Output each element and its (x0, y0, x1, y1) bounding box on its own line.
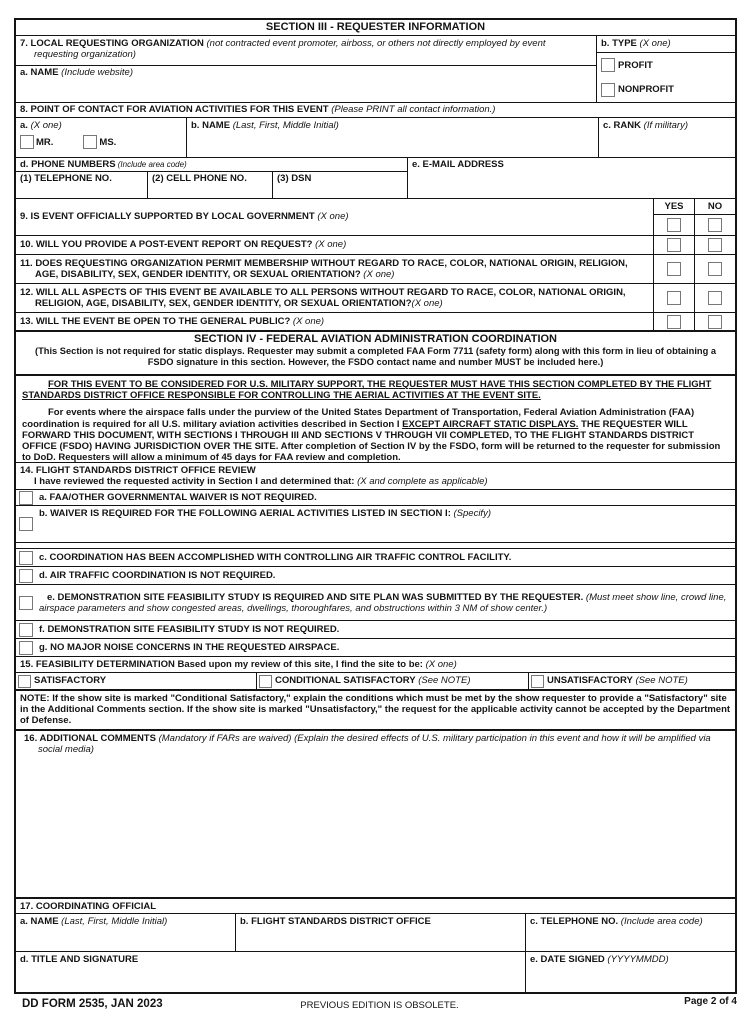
dd-form-2535-page2 (14, 18, 737, 994)
question-12-row: 12. WILL ALL ASPECTS OF THIS EVENT BE AVAILABLE TO ALL PERSONS WITHOUT REGARD TO RACE, COLOR, NATIONAL ORIGIN, RELIGION, AGE, DISABILITY, SEX, GENDER IDENTITY, OR SEXUAL ORIENTATION?(X one) (16, 283, 735, 312)
form-id: DD FORM 2535, JAN 2023 (22, 998, 163, 1010)
mr-checkbox[interactable] (20, 135, 34, 149)
salutation-mr: MR. (20, 135, 53, 149)
type-option-profit (597, 53, 735, 78)
item14-option-g-row: g. NO MAJOR NOISE CONCERNS IN THE REQUESTED AIRSPACE. (16, 638, 735, 656)
item17-row-2 (16, 951, 735, 992)
fsdo-review-d-checkbox[interactable] (19, 569, 33, 583)
item7-row (16, 35, 735, 102)
section3-title: SECTION III - REQUESTER INFORMATION (265, 21, 486, 33)
item8-phone-row (16, 157, 735, 198)
waiver-specify-field: b. WAIVER IS REQUIRED FOR THE FOLLOWING AERIAL ACTIVITIES LISTED IN SECTION I: (Specify) (39, 508, 491, 519)
feasibility-satisfactory: SATISFACTORY (16, 673, 256, 689)
item15-options-row (16, 672, 735, 689)
page-footer (14, 996, 737, 1012)
item14-option-e-row: e. DEMONSTRATION SITE FEASIBILITY STUDY IS REQUIRED AND SITE PLAN WAS SUBMITTED BY THE REQUESTER. (Must meet show line, crowd line, airspace parameters and show congested areas, dwellings, thoroughfares, and obstructions within 3 NM of show center.) (16, 584, 735, 620)
fsdo-review-e-checkbox[interactable] (19, 596, 33, 610)
item14-option-b-row[interactable] (16, 505, 735, 542)
item8-header: 8. POINT OF CONTACT FOR AVIATION ACTIVITIES FOR THIS EVENT (Please PRINT all contact information.) (16, 102, 735, 117)
question-10-row: 10. WILL YOU PROVIDE A POST-EVENT REPORT ON REQUEST? (X one) (16, 235, 735, 254)
q13-no-checkbox[interactable] (708, 315, 722, 329)
item17-header: 17. COORDINATING OFFICIAL (16, 897, 735, 913)
section4-header (16, 330, 735, 374)
nonprofit-label: NONPROFIT (618, 84, 674, 96)
fsdo-review-g-checkbox[interactable] (19, 641, 33, 655)
item7-label: 7. LOCAL REQUESTING ORGANIZATION (not contracted event promoter, airboss, or others not directly employed by event requesting organization) (20, 38, 546, 61)
salutation-ms: MS. (83, 135, 116, 149)
item8-main-row (16, 117, 735, 157)
fsdo-office-field[interactable]: b. FLIGHT STANDARDS DISTRICT OFFICE (235, 914, 525, 951)
faa-coordination-paragraph: For events where the airspace falls under the purview of the United States Department of Transportation, Federal Aviation Administration (FAA) coordination is required for all U.S. military aviation activities described in Section I EXCEPT AIRCRAFT STATIC DISPLAYS. THE REQUESTER WILL FORWARD THIS DOCUMENT, WITH SECTIONS I THROUGH III AND SECTIONS V THROUGH VII COMPLETED, TO THE FLIGHT STANDARDS DISTRICT OFFICE (FSDO) HAVING JURISDICTION OVER THE SITE. After completion of Section IV by the FSDO, form will be returned to the requester for submission to DoD. Requesters will allow a minimum of 45 days for FAA review and completion. (22, 407, 721, 464)
q11-yes-checkbox[interactable] (667, 262, 681, 276)
no-column-header: NO (695, 199, 735, 215)
item14-header: 14. FLIGHT STANDARDS DISTRICT OFFICE REVIEW I have reviewed the requested activity in Section I and determined that: (X and complete as applicable) (16, 462, 735, 489)
profit-label: PROFIT (618, 59, 653, 71)
poc-name-field[interactable]: b. NAME (Last, First, Middle Initial) (186, 118, 598, 157)
org-name-field[interactable]: a. NAME (Include website) (16, 65, 596, 102)
feasibility-conditional: CONDITIONAL SATISFACTORY (See NOTE) (256, 673, 528, 689)
fsdo-review-a-checkbox[interactable] (19, 491, 33, 505)
feasibility-unsatisfactory: UNSATISFACTORY (See NOTE) (528, 673, 735, 689)
feasibility-note: NOTE: If the show site is marked "Conditional Satisfactory," explain the conditions which must be met by the show requester to provide a "Satisfactory" site in the Additional Comments section. If the show site is marked "Unsatisfactory," the request for the applicable activity cannot be accepted by the Department of Defense. (16, 689, 735, 729)
q13-yes-checkbox[interactable] (667, 315, 681, 329)
q11-no-checkbox[interactable] (708, 262, 722, 276)
title-signature-field[interactable]: d. TITLE AND SIGNATURE (20, 954, 139, 965)
section4-title: SECTION IV - FEDERAL AVIATION ADMINISTRATION COORDINATION (194, 333, 557, 345)
type-label: b. TYPE (X one) (597, 36, 735, 53)
official-telephone-field[interactable]: c. TELEPHONE NO. (Include area code) (525, 914, 735, 951)
additional-comments-field[interactable]: 16. ADDITIONAL COMMENTS (Mandatory if FARs are waived) (Explain the desired effects of U.S. military participation in this event and how it will be amplified via social media) (16, 729, 735, 897)
telephone-field[interactable]: (1) TELEPHONE NO. (16, 171, 147, 198)
q12-yes-checkbox[interactable] (667, 291, 681, 305)
q10-no-checkbox[interactable] (708, 238, 722, 252)
dsn-field[interactable]: (3) DSN (272, 171, 407, 198)
type-option-nonprofit (597, 78, 735, 103)
edition-note: PREVIOUS EDITION IS OBSOLETE. (300, 1000, 459, 1011)
fsdo-requirement-paragraph: FOR THIS EVENT TO BE CONSIDERED FOR U.S. MILITARY SUPPORT, THE REQUESTER MUST HAVE THIS SECTION COMPLETED BY THE FLIGHT STANDARDS DISTRICT OFFICE RESPONSIBLE FOR CONTROLLING THE AERIAL ACTIVITIES AT THE EVENT SITE. (22, 379, 712, 402)
q10-yes-checkbox[interactable] (667, 238, 681, 252)
date-signed-field[interactable]: e. DATE SIGNED (YYYYMMDD) (525, 952, 735, 992)
nonprofit-checkbox[interactable] (601, 83, 615, 97)
question-9-row: 9. IS EVENT OFFICIALLY SUPPORTED BY LOCAL GOVERNMENT (X one) YES NO (16, 198, 735, 235)
item14-option-f-row: f. DEMONSTRATION SITE FEASIBILITY STUDY IS NOT REQUIRED. (16, 620, 735, 638)
profit-checkbox[interactable] (601, 58, 615, 72)
item14-label: 14. FLIGHT STANDARDS DISTRICT OFFICE REVIEW (20, 465, 256, 476)
salutation-cell: a. (X one) MR. MS. (20, 120, 117, 148)
item17-row-1 (16, 913, 735, 951)
fsdo-review-f-checkbox[interactable] (19, 623, 33, 637)
section4-intro (16, 374, 735, 462)
question-11-row: 11. DOES REQUESTING ORGANIZATION PERMIT MEMBERSHIP WITHOUT REGARD TO RACE, COLOR, NATIONAL ORIGIN, RELIGION, AGE, DISABILITY, SEX, GENDER IDENTITY, OR SEXUAL ORIENTATION? (X one) (16, 254, 735, 283)
cell-phone-field[interactable]: (2) CELL PHONE NO. (147, 171, 272, 198)
official-name-field[interactable]: a. NAME (Last, First, Middle Initial) (20, 916, 168, 927)
q9-no-checkbox[interactable] (708, 218, 722, 232)
yes-column-header: YES (654, 199, 694, 215)
item14-option-a-row: a. FAA/OTHER GOVERNMENTAL WAIVER IS NOT REQUIRED. (16, 489, 735, 505)
q9-yes-checkbox[interactable] (667, 218, 681, 232)
item14-option-c-row: c. COORDINATION HAS BEEN ACCOMPLISHED WITH CONTROLLING AIR TRAFFIC CONTROL FACILITY. (16, 548, 735, 566)
rank-field[interactable]: c. RANK (If military) (598, 118, 735, 157)
q12-no-checkbox[interactable] (708, 291, 722, 305)
section4-subtitle: (This Section is not required for static displays. Requester may submit a completed FAA Form 7711 (safety form) along with this form in lieu of obtaining a FSDO signature in this section. However, the FSDO contact name and number MUST be included here.) (34, 345, 717, 367)
item7-type-cell (596, 36, 735, 102)
fsdo-review-c-checkbox[interactable] (19, 551, 33, 565)
item14-option-d-row: d. AIR TRAFFIC COORDINATION IS NOT REQUIRED. (16, 566, 735, 584)
item15-header: 15. FEASIBILITY DETERMINATION Based upon my review of this site, I find the site to be: (X one) (16, 656, 735, 672)
conditional-satisfactory-checkbox[interactable] (259, 675, 272, 688)
fsdo-review-b-checkbox[interactable] (19, 517, 33, 531)
email-field[interactable]: e. E-MAIL ADDRESS (407, 158, 735, 198)
unsatisfactory-checkbox[interactable] (531, 675, 544, 688)
page-number: Page 2 of 4 (684, 996, 737, 1007)
phones-label: d. PHONE NUMBERS (Include area code) (20, 159, 187, 170)
satisfactory-checkbox[interactable] (18, 675, 31, 688)
ms-checkbox[interactable] (83, 135, 97, 149)
question-13-row: 13. WILL THE EVENT BE OPEN TO THE GENERAL PUBLIC? (X one) (16, 312, 735, 330)
